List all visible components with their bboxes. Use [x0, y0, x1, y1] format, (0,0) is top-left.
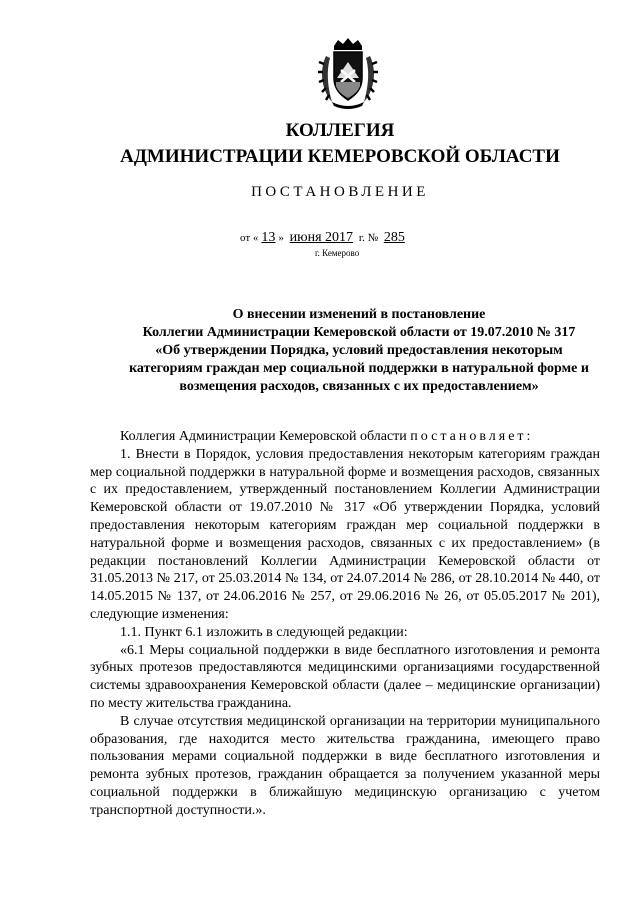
document-number: 285 — [383, 230, 405, 245]
date-sep: » — [278, 232, 284, 244]
title-line: «Об утверждении Порядка, условий предоставления некоторым — [155, 343, 563, 358]
intro-text: Коллегия Администрации Кемеровской области — [120, 429, 411, 444]
date-day: 13 — [261, 230, 276, 245]
org-name-line2: АДМИНИСТРАЦИИ КЕМЕРОВСКОЙ ОБЛАСТИ — [120, 146, 560, 167]
org-name-line1: КОЛЛЕГИЯ — [285, 120, 395, 141]
intro-decree-word: постановляет — [410, 429, 527, 444]
title-line: Коллегии Администрации Кемеровской области от 19.07.2010 № 317 — [142, 325, 576, 340]
title-line: возмещения расходов, связанных с их предоставлением» — [179, 379, 539, 394]
paragraph-6-1: «6.1 Меры социальной поддержки в виде бесплатного изготовления и ремонта зубных протезов предоставляются медицинскими организациями государственной системы здравоохранения Кемеровской области (далее – медицинские организации) по месту жительства гражданина. — [90, 642, 600, 711]
date-prefix: от « — [240, 232, 259, 244]
paragraph-1: 1. Внести в Порядок, условия предоставления некоторым категориям граждан мер социальной поддержки в натуральной форме и возмещения расходов, связанных с их предоставлением, утвержденный постановлением Коллегии Администрации Кемеровской области от 19.07.2010 № 317 «Об утверждении Порядка, условий предоставления некоторым категориям граждан мер социальной поддержки в натуральной форме и возмещения расходов, связанных с их предоставлением» (в редакции постановлений Коллегии Администрации Кемеровской области от 31.05.2013 № 217, от 25.03.2014 № 134, от 24.07.2014 № 286, от 28.10.2014 № 440, от 14.05.2015 № 137, от 24.06.2016 № 257, от 29.06.2016 № 26, от 05.05.2017 № 201), следующие изменения: — [90, 446, 600, 622]
kemerovo-coat-of-arms-icon — [318, 38, 378, 110]
date-number-line — [240, 230, 408, 246]
date-month-year: июня 2017 — [289, 230, 354, 245]
intro-colon: : — [526, 429, 531, 444]
title-line: О внесении изменений в постановление — [232, 307, 486, 322]
title-line: категориям граждан мер социальной поддержки в натуральной форме и — [129, 361, 589, 376]
intro-paragraph — [90, 428, 600, 446]
city-name: г. Кемерово — [315, 248, 360, 258]
document-title — [88, 306, 630, 396]
paragraph-absence-case: В случае отсутствия медицинской организации на территории муниципального образования, где находится место жительства гражданина, имеющего право пользования мерами социальной поддержки в виде бесплатного изготовления и ремонта зубных протезов, гражданин обращается за получением указанной меры социальной поддержки в ближайшую медицинскую организацию с учетом транспортной доступности.». — [90, 713, 600, 818]
document-type: ПОСТАНОВЛЕНИЕ — [251, 184, 429, 200]
document-body — [90, 428, 600, 820]
paragraph-1-1: 1.1. Пункт 6.1 изложить в следующей редакции: — [120, 624, 408, 640]
year-number-label: г. № — [358, 232, 379, 244]
